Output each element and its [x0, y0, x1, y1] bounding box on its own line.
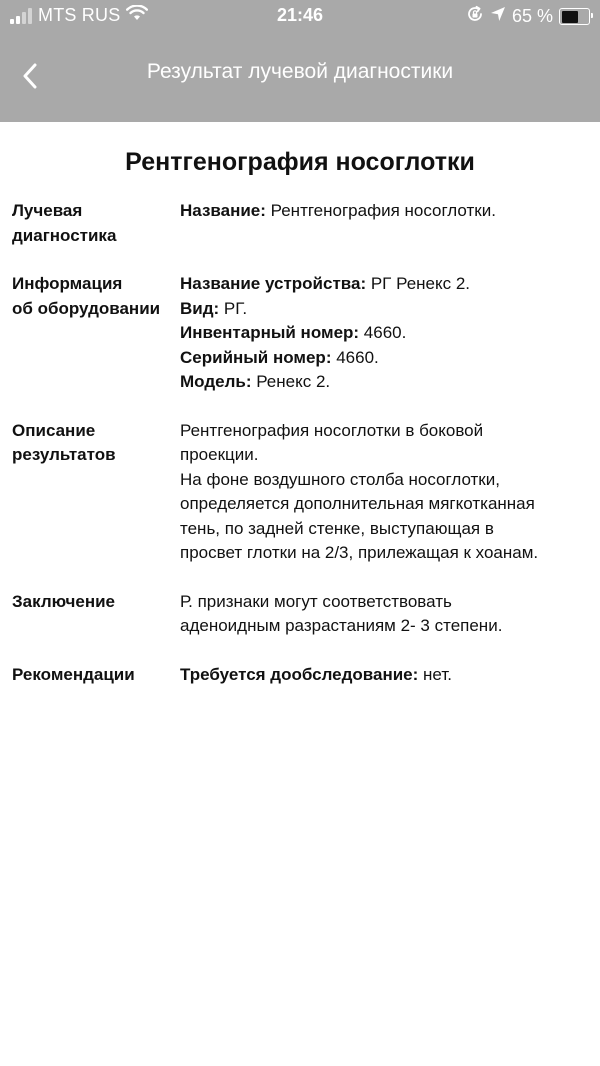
field-device: Название устройства: РГ Ренекс 2. [180, 274, 471, 293]
battery-icon [559, 8, 590, 25]
conclusion-text-line: Р. признаки могут соответствовать [180, 591, 452, 611]
field-further-examination: Требуется дообследование: нет. [180, 664, 452, 684]
section-value [180, 272, 590, 395]
section-label: Описание результатов [12, 420, 116, 464]
section-value [180, 590, 590, 639]
results-text-line: проекции. [180, 445, 259, 464]
section-label: Заключение [12, 591, 115, 611]
battery-percent: 65 % [511, 6, 553, 26]
carrier-name: MTS RUS [38, 5, 121, 25]
results-text-line: просвет глотки на 2/3, прилежащая к хоанам. [180, 543, 539, 562]
status-bar [0, 0, 600, 34]
section-value [180, 663, 590, 688]
section-diagnostics [0, 199, 600, 248]
nav-title: Результат лучевой диагностики [146, 60, 454, 83]
section-label: Рекомендации [12, 664, 135, 684]
orientation-lock-icon [466, 5, 484, 28]
status-right [466, 5, 590, 28]
field-type: Вид: РГ. [180, 298, 248, 318]
field-serial: Серийный номер: 4660. [180, 347, 379, 367]
main-content [0, 122, 600, 711]
section-equipment [0, 272, 600, 395]
field-name: Название: Рентгенография носоглотки. [180, 201, 496, 220]
results-text-line: Рентгенография носоглотки в боковой [180, 420, 484, 440]
section-results [0, 419, 600, 566]
results-text-line: определяется дополнительная мягкотканная [180, 494, 535, 513]
results-text-line: На фоне воздушного столба носоглотки, [180, 469, 500, 489]
page-title: Рентгенография носоглотки [125, 148, 475, 176]
results-text-line: тень, по задней стенке, выступающая в [180, 518, 494, 538]
conclusion-text-line: аденоидным разрастаниям 2- 3 степени. [180, 616, 503, 635]
section-label: Информация об оборудовании [12, 274, 161, 318]
section-value [180, 199, 590, 248]
section-recommendations [0, 663, 600, 688]
field-inventory: Инвентарный номер: 4660. [180, 323, 407, 342]
location-arrow-icon [490, 6, 506, 27]
section-value [180, 419, 590, 566]
result-sections [0, 199, 600, 687]
app-header [0, 0, 600, 122]
section-label: Лучевая диагностика [12, 201, 117, 245]
status-time: 21:46 [276, 5, 324, 25]
field-model: Модель: Ренекс 2. [180, 372, 331, 391]
section-conclusion [0, 590, 600, 639]
